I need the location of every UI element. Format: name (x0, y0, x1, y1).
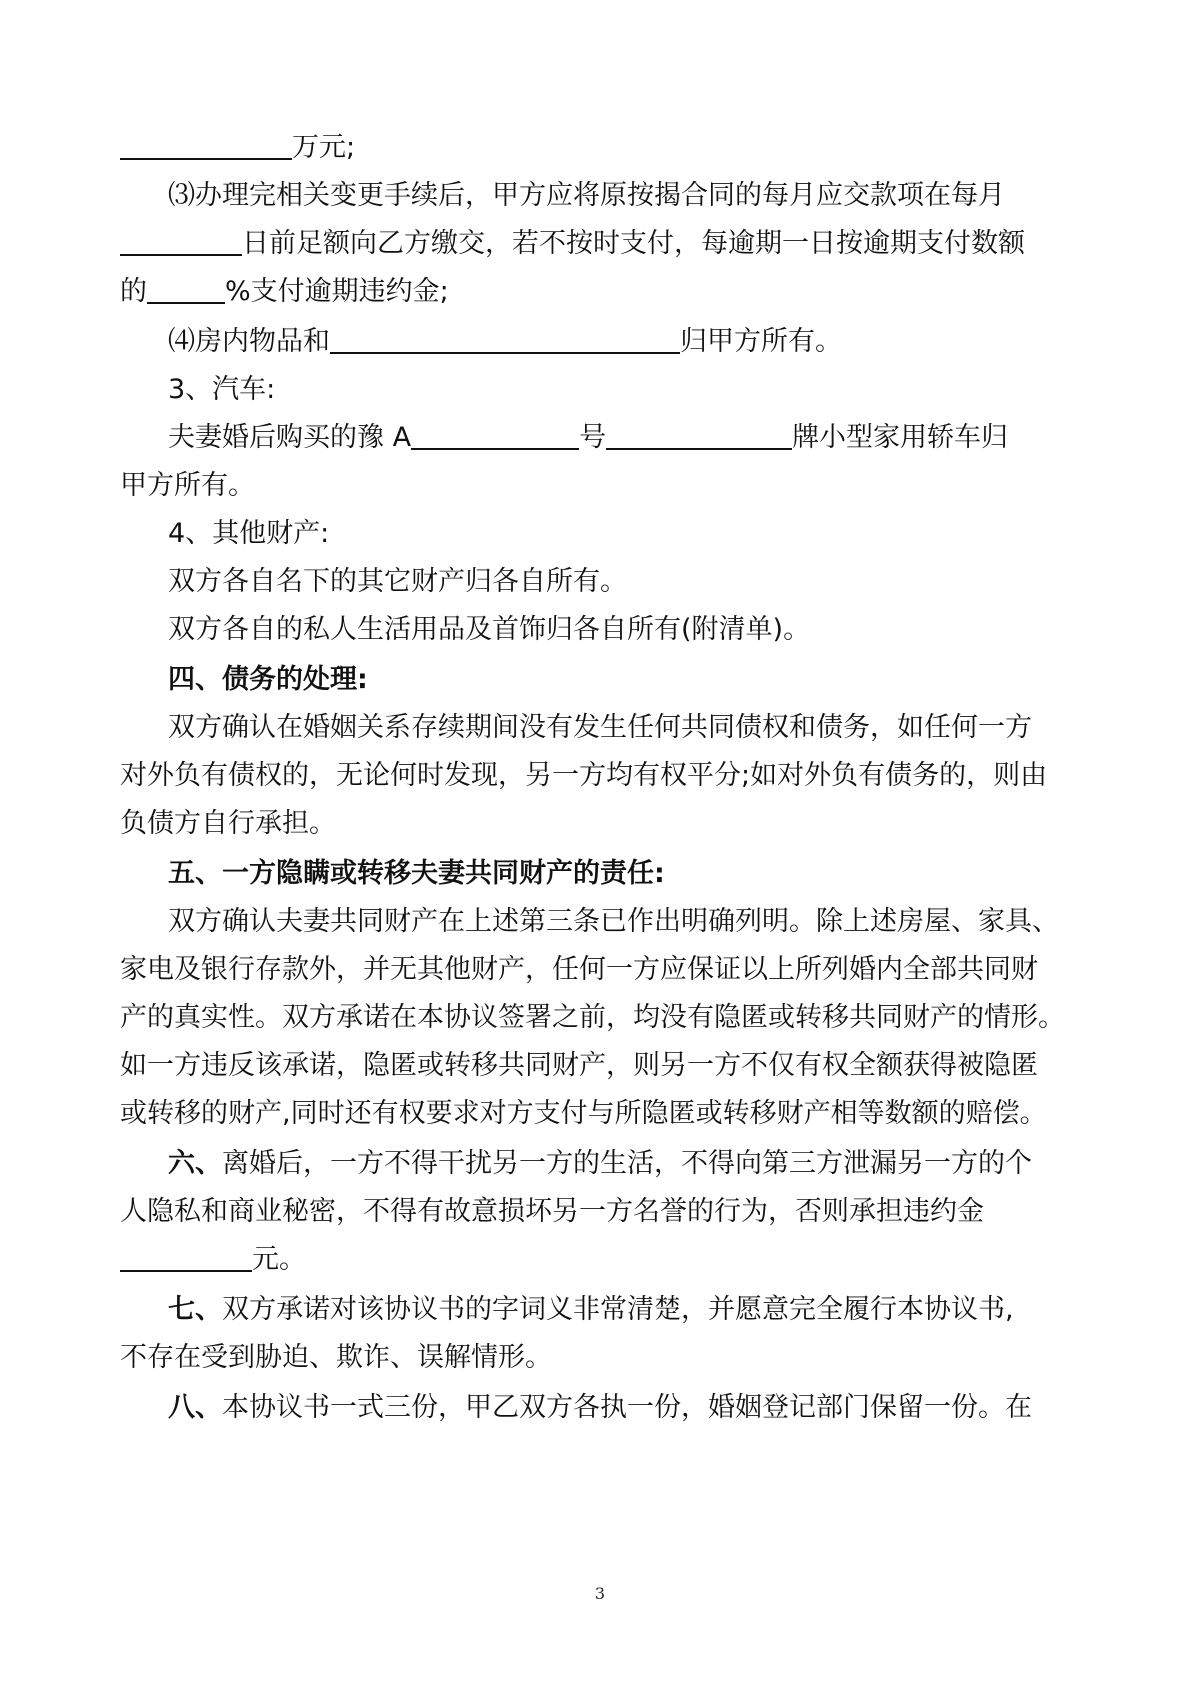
fill-blank (330, 326, 680, 354)
paragraph-line: 双方各自的私人生活用品及首饰归各自所有(附清单)。 (168, 614, 811, 645)
section-subheading: 3、汽车: (168, 374, 276, 405)
page-number: 3 (594, 1584, 606, 1603)
clause-line: 七、双方承诺对该协议书的字词义非常清楚，并愿意完全履行本协议书, (168, 1294, 1014, 1325)
section-heading: 五、一方隐瞒或转移夫妻共同财产的责任: (168, 858, 665, 889)
paragraph-line: 日前足额向乙方缴交，若不按时支付，每逾期一日按逾期支付数额 (120, 224, 1010, 264)
paragraph-line: 如一方违反该承诺，隐匿或转移共同财产，则另一方不仅有权全额获得被隐匿 (120, 1050, 1038, 1081)
paragraph-line: 双方确认夫妻共同财产在上述第三条已作出明确列明。除上述房屋、家具、 (168, 906, 1059, 937)
paragraph-line: 甲方所有。 (120, 470, 255, 501)
fill-blank (120, 132, 292, 160)
text-line: 万元; (120, 128, 1200, 168)
paragraph-line: 或转移的财产,同时还有权要求对方支付与所隐匿或转移财产相等数额的赔偿。 (120, 1098, 1047, 1129)
clause-line: 六、离婚后，一方不得干扰另一方的生活，不得向第三方泄漏另一方的个 (168, 1148, 1032, 1179)
fill-blank (606, 422, 792, 450)
clause-number: 六、 (168, 1148, 222, 1179)
paragraph-line: ⑶办理完相关变更手续后，甲方应将原按揭合同的每月应交款项在每月 (168, 180, 1005, 211)
paragraph-line: 不存在受到胁迫、欺诈、误解情形。 (120, 1342, 552, 1373)
paragraph-line: 夫妻婚后购买的豫 A 号 牌小型家用轿车归 (168, 422, 1009, 453)
section-subheading: 4、其他财产: (168, 518, 330, 549)
section-heading: 四、债务的处理: (168, 664, 368, 695)
paragraph-line: 双方确认在婚姻关系存续期间没有发生任何共同债权和债务，如任何一方 (168, 712, 1032, 743)
paragraph-line: 的 %支付逾期违约金; (120, 276, 449, 307)
fill-blank (120, 228, 242, 256)
paragraph-line: 人隐私和商业秘密，不得有故意损坏另一方名誉的行为，否则承担违约金 (120, 1196, 984, 1227)
clause-line: 八、本协议书一式三份，甲乙双方各执一份，婚姻登记部门保留一份。在 (168, 1392, 1032, 1423)
fill-blank (147, 276, 225, 304)
paragraph-line: ⑷房内物品和 归甲方所有。 (168, 326, 842, 357)
paragraph-line: 元。 (120, 1240, 1200, 1280)
paragraph-line: 负债方自行承担。 (120, 808, 336, 839)
paragraph-line: 产的真实性。双方承诺在本协议签署之前，均没有隐匿或转移共同财产的情形。 (120, 1002, 1065, 1033)
paragraph-line: 家电及银行存款外，并无其他财产，任何一方应保证以上所列婚内全部共同财 (120, 954, 1038, 985)
clause-number: 八、 (168, 1392, 222, 1423)
clause-number: 七、 (168, 1294, 222, 1325)
paragraph-line: 双方各自名下的其它财产归各自所有。 (168, 566, 627, 597)
fill-blank (411, 422, 579, 450)
paragraph-line: 对外负有债权的，无论何时发现，另一方均有权平分;如对外负有债务的，则由 (120, 760, 1048, 791)
fill-blank (120, 1244, 252, 1272)
